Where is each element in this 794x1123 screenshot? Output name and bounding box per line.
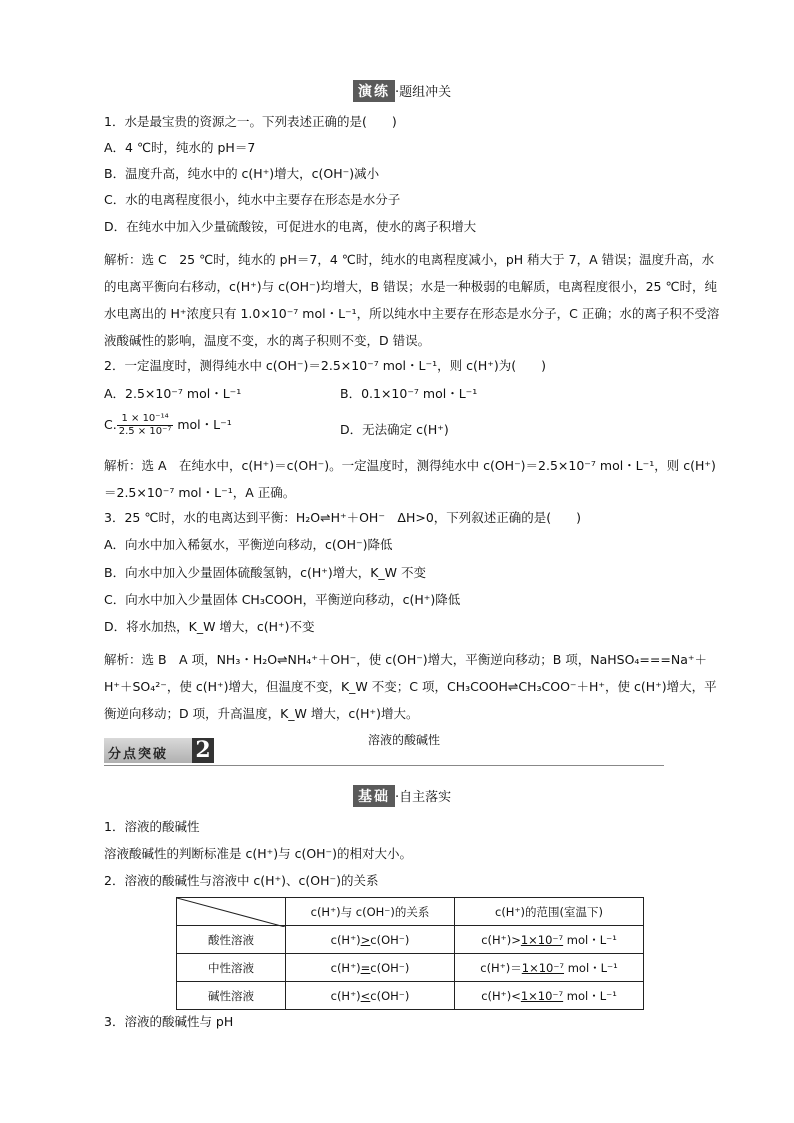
table-cell: c(H⁺)=c(OH⁻) <box>286 954 455 982</box>
question-1-option-d: D．在纯水中加入少量硫酸铵，可促进水的电离，使水的离子积增大 <box>104 219 477 234</box>
question-3-option-d: D．将水加热，K_W 增大，c(H⁺)不变 <box>104 619 315 634</box>
question-1-answer: 解析：选 C 25 ℃时，纯水的 pH＝7，4 ℃时，纯水的电离程度减小，pH 稍大于 7，A 错误；温度升高，水的电离平衡向右移动，c(H⁺)与 c(OH⁻)均增大，B 错误；水是一种极弱的电解质，电离程度很小，25 ℃时，纯水电离出的 H⁺浓度只有 1.0×10⁻⁷ mol・L⁻¹，所以纯水中主要存在形态是水分子，C 正确；水的离子积不受溶液酸碱性的影响，温度不变，水的离子积则不变，D 错误。 <box>104 252 720 348</box>
point-3-heading: 3．溶液的酸碱性与 pH <box>104 1014 234 1029</box>
acidity-table <box>176 897 644 1010</box>
question-2-option-a: A．2.5×10⁻⁷ mol・L⁻¹ <box>104 386 242 401</box>
table-cell: 中性溶液 <box>177 954 286 982</box>
table-cell: 碱性溶液 <box>177 982 286 1010</box>
section-banner-title: 溶液的酸碱性 <box>368 733 441 747</box>
section-badge: 基础 <box>353 785 395 807</box>
point-2-heading: 2．溶液的酸碱性与溶液中 c(H⁺)、c(OH⁻)的关系 <box>104 873 379 888</box>
section-banner: 分点突破 2 <box>104 738 214 763</box>
table-cell: c(H⁺)＝1×10⁻⁷ mol・L⁻¹ <box>455 954 644 982</box>
question-1-stem: 1．水是最宝贵的资源之一。下列表述正确的是( ) <box>104 114 397 129</box>
section-header-practice <box>353 80 451 102</box>
question-1-option-c: C．水的电离程度很小，纯水中主要存在形态是水分子 <box>104 192 401 207</box>
section-header-basics <box>353 785 451 807</box>
point-1-body: 溶液酸碱性的判断标准是 c(H⁺)与 c(OH⁻)的相对大小。 <box>104 846 413 861</box>
question-2-option-d: D．无法确定 c(H⁺) <box>340 422 449 437</box>
question-3-option-b: B．向水中加入少量固体硫酸氢钠，c(H⁺)增大，K_W 不变 <box>104 565 426 580</box>
table-corner-cell <box>177 898 286 926</box>
section-title: ·题组冲关 <box>395 85 452 100</box>
question-3-stem: 3．25 ℃时，水的电离达到平衡：H₂O⇌H⁺＋OH⁻ ΔH>0，下列叙述正确的是( ) <box>104 510 582 525</box>
section-badge: 演练 <box>353 80 395 102</box>
question-2-answer: 解析：选 A 在纯水中，c(H⁺)＝c(OH⁻)。一定温度时，测得纯水中 c(OH⁻)＝2.5×10⁻⁷ mol・L⁻¹，则 c(H⁺)＝2.5×10⁻⁷ mol・L⁻¹，A 正确。 <box>104 458 716 500</box>
question-3-option-a: A．向水中加入稀氨水，平衡逆向移动，c(OH⁻)降低 <box>104 537 393 552</box>
table-header-row <box>177 898 644 926</box>
divider <box>104 765 664 766</box>
point-1-heading: 1．溶液的酸碱性 <box>104 819 200 834</box>
table-header: c(H⁺)与 c(OH⁻)的关系 <box>286 898 455 926</box>
question-3-option-c: C．向水中加入少量固体 CH₃COOH，平衡逆向移动，c(H⁺)降低 <box>104 592 461 607</box>
question-1-option-b: B．温度升高，纯水中的 c(H⁺)增大，c(OH⁻)减小 <box>104 166 380 181</box>
question-2-stem: 2．一定温度时，测得纯水中 c(OH⁻)＝2.5×10⁻⁷ mol・L⁻¹，则 c(H⁺)为( ) <box>104 358 546 373</box>
table-cell: c(H⁺)>1×10⁻⁷ mol・L⁻¹ <box>455 926 644 954</box>
table-cell: c(H⁺)<c(OH⁻) <box>286 982 455 1010</box>
question-2-option-c: C. $\frac{\text{1 × 10⁻¹⁴}}{\text{2.5 × 10⁻⁷}}$ mol・L⁻¹ <box>104 413 232 437</box>
question-3-answer: 解析：选 B A 项，NH₃・H₂O⇌NH₄⁺＋OH⁻，使 c(OH⁻)增大，平衡逆向移动；B 项，NaHSO₄===Na⁺＋H⁺＋SO₄²⁻，使 c(H⁺)增大，但温度不变，K_W 不变；C 项，CH₃COOH⇌CH₃COO⁻＋H⁺，使 c(H⁺)增大，平衡逆向移动；D 项，升高温度，K_W 增大，c(H⁺)增大。 <box>104 652 717 721</box>
question-1-option-a: A．4 ℃时，纯水的 pH＝7 <box>104 140 256 155</box>
table-cell: c(H⁺)<1×10⁻⁷ mol・L⁻¹ <box>455 982 644 1010</box>
diagonal-line <box>177 898 285 927</box>
section-title: ·自主落实 <box>395 790 452 805</box>
table-row <box>177 982 644 1010</box>
table-row <box>177 954 644 982</box>
table-header: c(H⁺)的范围(室温下) <box>455 898 644 926</box>
table-row <box>177 926 644 954</box>
table-cell: 酸性溶液 <box>177 926 286 954</box>
question-2-option-b: B．0.1×10⁻⁷ mol・L⁻¹ <box>340 386 478 401</box>
table-cell: c(H⁺)>c(OH⁻) <box>286 926 455 954</box>
fraction: $\frac{\text{1 × 10⁻¹⁴}}{\text{2.5 × 10⁻⁷}}$ <box>118 413 172 437</box>
